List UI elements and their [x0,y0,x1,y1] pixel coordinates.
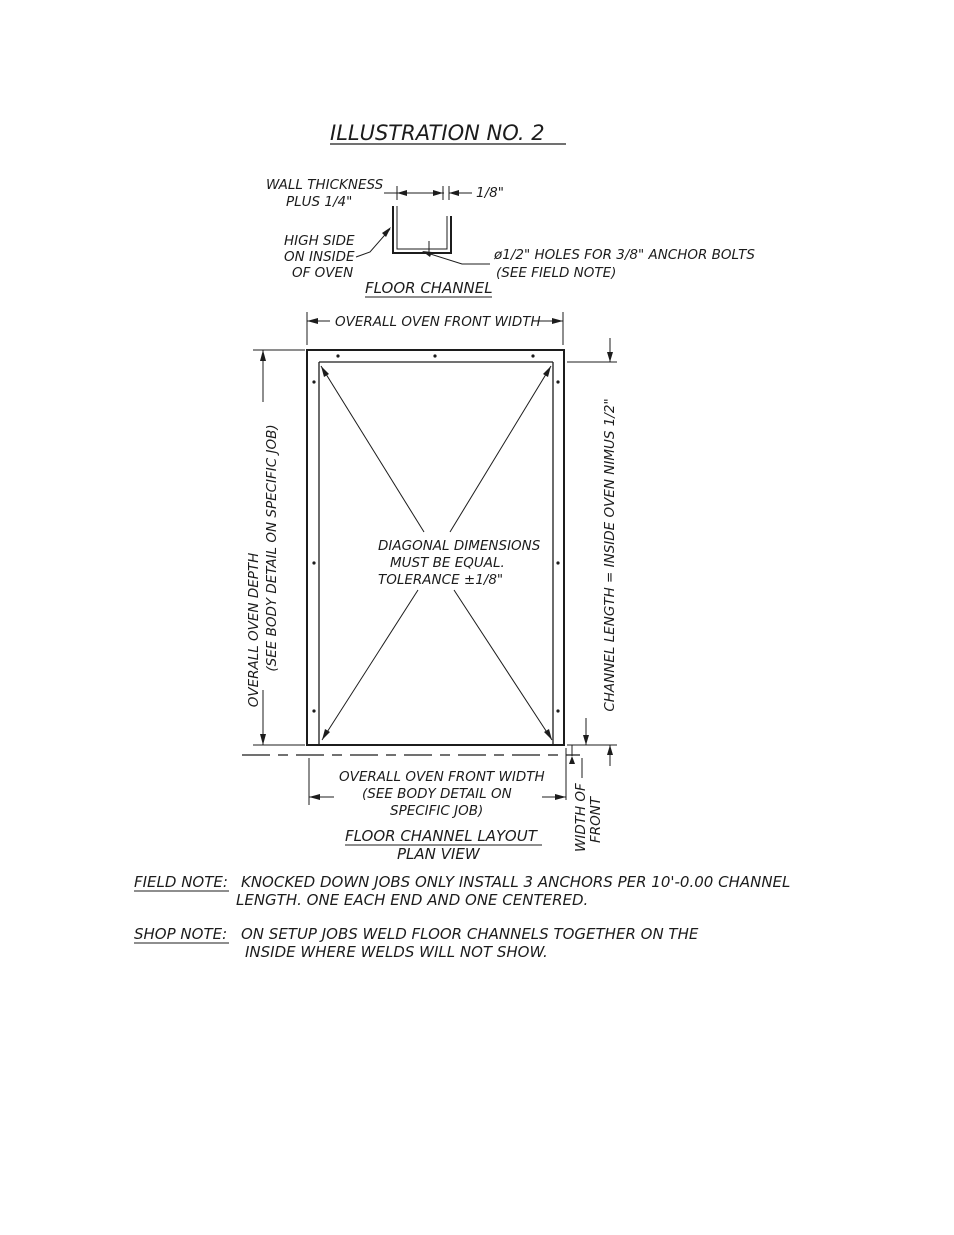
arrowhead [321,366,329,377]
diagonal-label-3: TOLERANCE ±1/8" [378,572,504,588]
width-of-front-label-2: FRONT [588,796,604,843]
width-of-front-label-1: WIDTH OF [573,783,589,852]
shop-note-line-1: ON SETUP JOBS WELD FLOOR CHANNELS TOGETHER ON THE [241,925,699,943]
arrowhead [543,366,551,377]
illustration-title: ILLUSTRATION NO. 2 [330,121,545,145]
arrowhead [607,352,613,362]
shop-note-label: SHOP NOTE: [134,925,228,943]
arrowhead [260,350,266,361]
high-side-label-3: OF OVEN [292,265,354,281]
anchor-hole [556,709,559,712]
depth-label-1: OVERALL OVEN DEPTH [246,552,262,708]
diagonal-line [454,590,552,740]
channel-profile-inner [397,206,447,249]
arrowhead [322,729,330,740]
floor-channel-detail [266,177,755,297]
arrowhead [583,735,589,745]
floor-channel-layout [242,312,618,863]
arrowhead [607,745,613,755]
arrowhead [397,190,407,196]
arrowhead [260,734,266,745]
bottom-width-label-3: SPECIFIC JOB) [390,803,484,819]
field-note-line-1: KNOCKED DOWN JOBS ONLY INSTALL 3 ANCHORS PER 10'-0.00 CHANNEL [241,873,791,891]
anchor-hole [433,354,436,357]
floor-channel-caption: FLOOR CHANNEL [365,279,493,297]
arrowhead [449,190,459,196]
holes-label-2: (SEE FIELD NOTE) [496,265,617,281]
anchor-hole [556,380,559,383]
diagonal-label-2: MUST BE EQUAL. [390,555,505,571]
shop-note-line-2: INSIDE WHERE WELDS WILL NOT SHOW. [245,943,548,961]
anchor-hole [556,561,559,564]
anchor-hole [312,561,315,564]
wall-thickness-label-2: PLUS 1/4" [286,194,353,210]
gap-label: 1/8" [476,185,504,201]
wall-thickness-label-1: WALL THICKNESS [266,177,384,193]
high-side-label-2: ON INSIDE [284,249,355,265]
plan-view-label: PLAN VIEW [397,845,480,863]
depth-label-2: (SEE BODY DETAIL ON SPECIFIC JOB) [264,424,280,672]
arrowhead [544,729,552,740]
holes-label-1: ø1/2" HOLES FOR 3/8" ANCHOR BOLTS [494,247,755,263]
arrowhead [382,227,391,237]
channel-profile [393,206,451,253]
diagonal-line [322,590,418,740]
arrowhead [552,318,563,324]
field-note-label: FIELD NOTE: [134,873,228,891]
layout-caption: FLOOR CHANNEL LAYOUT [345,827,537,845]
field-note-line-2: LENGTH. ONE EACH END AND ONE CENTERED. [236,891,589,909]
arrowhead [555,794,566,800]
bottom-width-label-2: (SEE BODY DETAIL ON [362,786,512,802]
diagonal-line [321,366,424,532]
channel-length-label: CHANNEL LENGTH = INSIDE OVEN NIMUS 1/2" [602,398,618,712]
anchor-hole [336,354,339,357]
top-width-label: OVERALL OVEN FRONT WIDTH [335,314,541,330]
high-side-label-1: HIGH SIDE [284,233,355,249]
arrowhead [309,794,320,800]
arrowhead [569,756,575,764]
notes [134,873,790,961]
diagonal-label-1: DIAGONAL DIMENSIONS [378,538,541,554]
anchor-hole [312,709,315,712]
anchor-hole [312,380,315,383]
anchor-hole [531,354,534,357]
arrowhead [433,190,443,196]
diagonal-line [450,366,551,532]
bottom-width-label-1: OVERALL OVEN FRONT WIDTH [339,769,545,785]
arrowhead [307,318,318,324]
